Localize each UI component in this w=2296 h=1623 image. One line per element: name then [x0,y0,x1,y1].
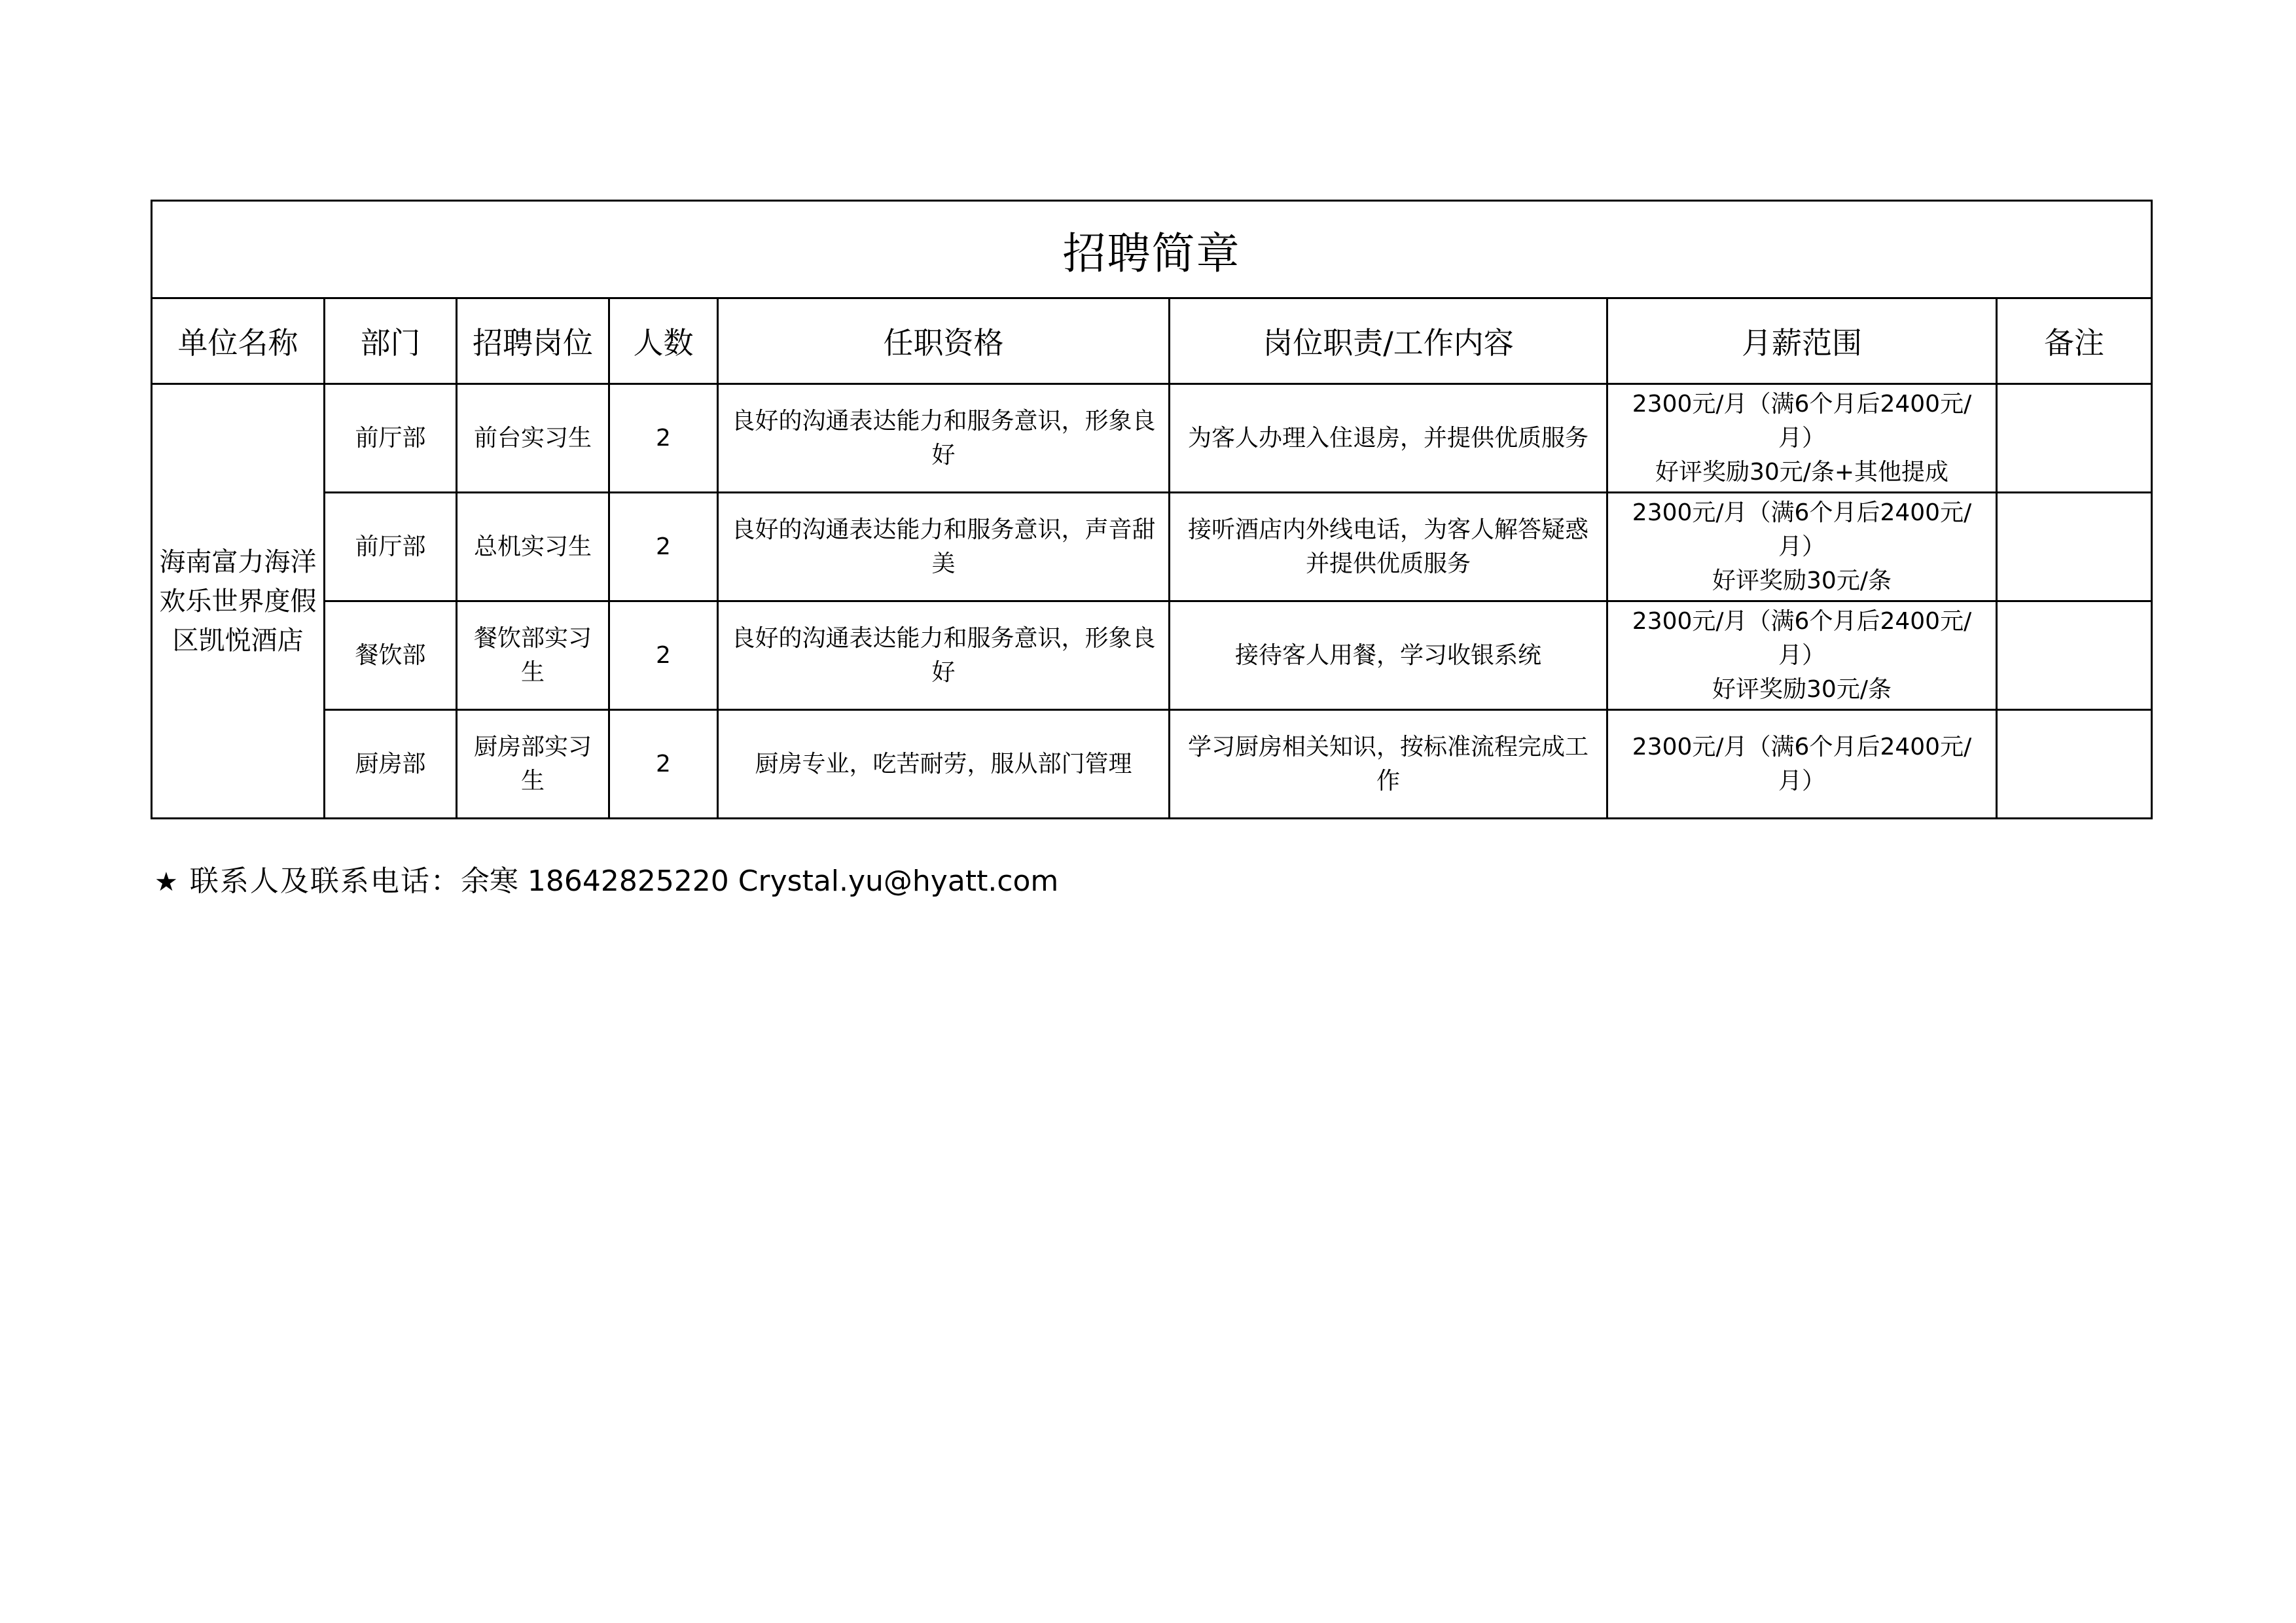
table-title: 招聘简章 [152,201,2152,298]
header-remark: 备注 [1997,298,2152,384]
table-row [152,493,2152,601]
star-icon: ★ [154,867,178,897]
dept-cell: 厨房部 [325,710,457,819]
remark-cell [1997,710,2152,819]
header-salary: 月薪范围 [1607,298,1997,384]
qualification-cell: 良好的沟通表达能力和服务意识，声音甜美 [718,493,1170,601]
table-row [152,384,2152,493]
salary-cell [1607,384,1997,493]
dept-cell: 餐饮部 [325,601,457,710]
dept-cell: 前厅部 [325,384,457,493]
position-cell: 餐饮部实习生 [457,601,609,710]
salary-bonus: 好评奖励30元/条+其他提成 [1655,458,1949,486]
count-cell: 2 [609,493,718,601]
qualification-cell: 良好的沟通表达能力和服务意识，形象良好 [718,601,1170,710]
header-row [152,298,2152,384]
contact-line [154,857,1058,899]
header-count: 人数 [609,298,718,384]
table-row [152,601,2152,710]
duty-cell: 接待客人用餐，学习收银系统 [1170,601,1607,710]
header-position: 招聘岗位 [457,298,609,384]
salary-base: 2300元/月（满6个月后2400元/月） [1632,390,1972,452]
position-cell: 总机实习生 [457,493,609,601]
salary-bonus: 好评奖励30元/条 [1712,675,1892,703]
count-cell: 2 [609,710,718,819]
salary-base: 2300元/月（满6个月后2400元/月） [1632,607,1972,669]
salary-cell [1607,710,1997,819]
recruitment-table [151,200,2153,819]
header-qualification: 任职资格 [718,298,1170,384]
position-cell: 前台实习生 [457,384,609,493]
contact-label: 联系人及联系电话： [189,865,461,898]
remark-cell [1997,384,2152,493]
table-row [152,710,2152,819]
contact-phone: 18642825220 [527,865,729,898]
header-dept: 部门 [325,298,457,384]
qualification-cell: 厨房专业，吃苦耐劳，服从部门管理 [718,710,1170,819]
duty-cell: 为客人办理入住退房，并提供优质服务 [1170,384,1607,493]
position-cell: 厨房部实习生 [457,710,609,819]
header-unit-name: 单位名称 [152,298,325,384]
count-cell: 2 [609,601,718,710]
contact-email: Crystal.yu@hyatt.com [738,865,1059,898]
salary-bonus: 好评奖励30元/条 [1712,567,1892,594]
salary-cell [1607,601,1997,710]
dept-cell: 前厅部 [325,493,457,601]
unit-name-cell: 海南富力海洋欢乐世界度假区凯悦酒店 [152,384,325,819]
count-cell: 2 [609,384,718,493]
header-duty: 岗位职责/工作内容 [1170,298,1607,384]
recruitment-sheet [151,200,2151,819]
qualification-cell: 良好的沟通表达能力和服务意识，形象良好 [718,384,1170,493]
remark-cell [1997,601,2152,710]
salary-cell [1607,493,1997,601]
remark-cell [1997,493,2152,601]
duty-cell: 接听酒店内外线电话，为客人解答疑惑并提供优质服务 [1170,493,1607,601]
contact-name: 余寒 [460,865,518,898]
salary-base: 2300元/月（满6个月后2400元/月） [1632,499,1972,560]
salary-base: 2300元/月（满6个月后2400元/月） [1632,733,1972,794]
duty-cell: 学习厨房相关知识，按标准流程完成工作 [1170,710,1607,819]
